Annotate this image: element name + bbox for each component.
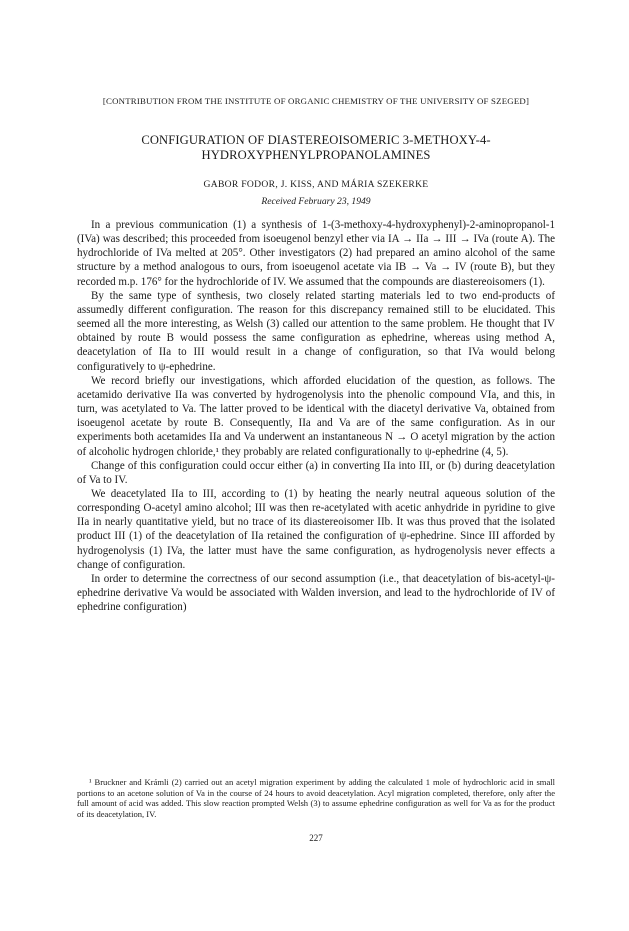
- footnote: [77, 777, 555, 819]
- contribution-header: [CONTRIBUTION FROM THE INSTITUTE OF ORGANIC CHEMISTRY OF THE UNIVERSITY OF SZEGED]: [102, 96, 530, 106]
- author-line: GABOR FODOR, J. KISS, AND MÁRIA SZEKERKE: [203, 179, 429, 190]
- received-date: Received February 23, 1949: [261, 196, 371, 207]
- body-paragraph: Change of this configuration could occur either (a) in converting IIa into III, or (b) during deacetylation of Va to IV.: [77, 459, 555, 486]
- body-paragraph: In order to determine the correctness of our second assumption (i.e., that deacetylation of bis-acetyl-ψ-ephedrine derivative Va would be associated with Walden inversion, and lead to the hydrochloride of IV of ephedrine configuration): [77, 572, 555, 614]
- body-paragraph: By the same type of synthesis, two closely related starting materials led to two end-products of assumedly different configuration. The reason for this discrepancy remained still to be elucidated. This seemed all the more interesting, as Welsh (3) called our attention to the same problem. He thought that IV obtained by route B would possess the same configuration as ephedrine, whereas using method A, deacetylation of IIa to III would result in a change of configuration, so that IVa would belong configuratively to ψ-ephedrine.: [77, 289, 555, 373]
- article-body: [77, 218, 555, 614]
- body-paragraph: We deacetylated IIa to III, according to (1) by heating the nearly neutral aqueous solution of the corresponding O-acetyl amino alcohol; III was then re-acetylated with acetic anhydride in pyridine to give IIa in nearly quantitative yield, but no trace of its diastereoisomer IIb. It was thus proved that the isolated product III (1) of the deacetylation of IIa retained the configuration of ψ-ephedrine. Since III afforded by hydrogenolysis (1) IVa, the latter must have the same configuration, as hydrogenolysis never effects a change of configuration.: [77, 487, 555, 571]
- body-paragraph: We record briefly our investigations, which afforded elucidation of the question, as follows. The acetamido derivative IIa was converted by hydrogenolysis into the phenolic compound VIa, and this, in turn, was acetylated to Va. The latter proved to be identical with the diacetyl derivative Va, obtained from isoeugenol acetate by route B. Consequently, IIa and Va are of the same configuration. As in our experiments both acetamides IIa and Va underwent an instantaneous N → O acetyl migration by the action of alcoholic hydrogen chloride,¹ they probably are related configurationally to ψ-ephedrine (4, 5).: [77, 374, 555, 458]
- footnote-text: ¹ Bruckner and Krámli (2) carried out an acetyl migration experiment by adding the calculated 1 mole of hydrochloric acid in small portions to an acetone solution of Va in the course of 24 hours to avoid deacetylation. Acyl migration completed, therefore, only after the full amount of acid was added. This slow reaction prompted Welsh (3) to assume ephedrine configuration as well for Va as for the product of its deacetylation, IV.: [77, 777, 555, 819]
- page-number: 227: [309, 833, 323, 843]
- article-title: CONFIGURATION OF DIASTEREOISOMERIC 3-METHOXY-4-HYDROXYPHENYLPROPANOLAMINES: [141, 133, 491, 162]
- body-paragraph: In a previous communication (1) a synthesis of 1-(3-methoxy-4-hydroxyphenyl)-2-aminopropanol-1 (IVa) was described; this proceeded from isoeugenol benzyl ether via IA → IIa → III → IVa (route A). The hydrochloride of IVa melted at 205°. Other investigators (2) had prepared an amino alcohol of the same structure by a method analogous to ours, from isoeugenol acetate via IB → Va → IV (route B), but they recorded m.p. 176° for the hydrochloride of IV. We assumed that the compounds are diastereoisomers (1).: [77, 219, 555, 288]
